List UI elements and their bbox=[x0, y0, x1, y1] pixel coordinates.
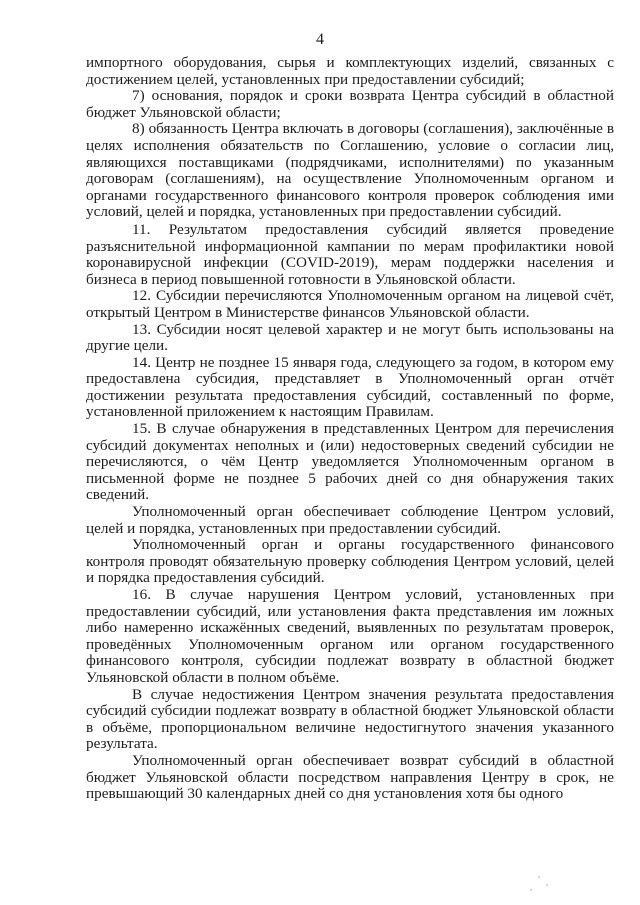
page-number: 4 bbox=[316, 31, 324, 48]
paragraph-compliance-2: Уполномоченный орган и органы государственного финансового контроля проводят обязательную проверку соблюдения Центром условий, целей и порядка предоставления субсидий. bbox=[86, 536, 614, 587]
document-body bbox=[86, 55, 614, 803]
paragraph-item-11: 11. Результатом предоставления субсидий является проведение разъяснительной информационной кампании по мерам профилактики новой коронавирусной инфекции (COVID-2019), мерам поддержки населения и бизнеса в период повышенной готовности в Ульяновской области. bbox=[86, 220, 614, 288]
paragraph-item-13: 13. Субсидии носят целевой характер и не могут быть использованы на другие цели. bbox=[86, 320, 614, 355]
scan-speck bbox=[530, 889, 532, 891]
paragraph-item-16: 16. В случае нарушения Центром условий, установленных при предоставлении субсидий, или установления факта представления им ложных либо намеренно искажённых сведений, выявленных по результатам проверок, проведённых Уполномоченным органом или органом государственного финансового контроля, субсидии подлежат возврату в областной бюджет Ульяновской области в полном объёме. bbox=[86, 586, 614, 686]
paragraph-item-8: 8) обязанность Центра включать в договоры (соглашения), заключённые в целях исполнения обязательств по Соглашению, условие о согласии лиц, являющихся поставщиками (подрядчиками, исполнителями) по указанным договорам (соглашениям), на осуществление Уполномоченным органом и органами государственного финансового контроля проверок соблюдения ими условий, целей и порядка, установленных при предоставлении субсидий. bbox=[86, 120, 614, 221]
paragraph-shortfall: В случае недостижения Центром значения результата предоставления субсидий субсидии подлежат возврату в областной бюджет Ульяновской области в объёме, пропорциональном величине недостигнутого значения указанного результата. bbox=[86, 685, 614, 753]
paragraph-return: Уполномоченный орган обеспечивает возврат субсидий в областной бюджет Ульяновской области посредством направления Центру в срок, не превышающий 30 календарных дней со дня установления хотя бы одного bbox=[86, 751, 614, 803]
paragraph-item-7: 7) основания, порядок и сроки возврата Центра субсидий в областной бюджет Ульяновской области; bbox=[86, 87, 614, 121]
paragraph-continuation: импортного оборудования, сырья и комплектующих изделий, связанных с достижением целей, установленных при предоставлении субсидий; bbox=[86, 54, 614, 88]
paragraph-item-15: 15. В случае обнаружения в представленных Центром для перечисления субсидий документах неполных и (или) недостоверных сведений субсидии не перечисляются, о чём Центр уведомляется Уполномоченным органом в письменной форме не позднее 5 рабочих дней со дня обнаружения таких сведений. bbox=[86, 420, 614, 504]
paragraph-item-14: 14. Центр не позднее 15 января года, следующего за годом, в котором ему предоставлена субсидия, представляет в Уполномоченный орган отчёт достижении результата предоставления субсидий, составленный по форме, установленной приложением к настоящим Правилам. bbox=[86, 353, 614, 421]
scan-speck bbox=[538, 876, 540, 878]
scan-speck bbox=[546, 884, 548, 886]
paragraph-item-12: 12. Субсидии перечисляются Уполномоченным органом на лицевой счёт, открытый Центром в Министерстве финансов Ульяновской области. bbox=[86, 287, 614, 321]
paragraph-compliance-1: Уполномоченный орган обеспечивает соблюдение Центром условий, целей и порядка, установленных при предоставлении субсидий. bbox=[86, 503, 614, 537]
